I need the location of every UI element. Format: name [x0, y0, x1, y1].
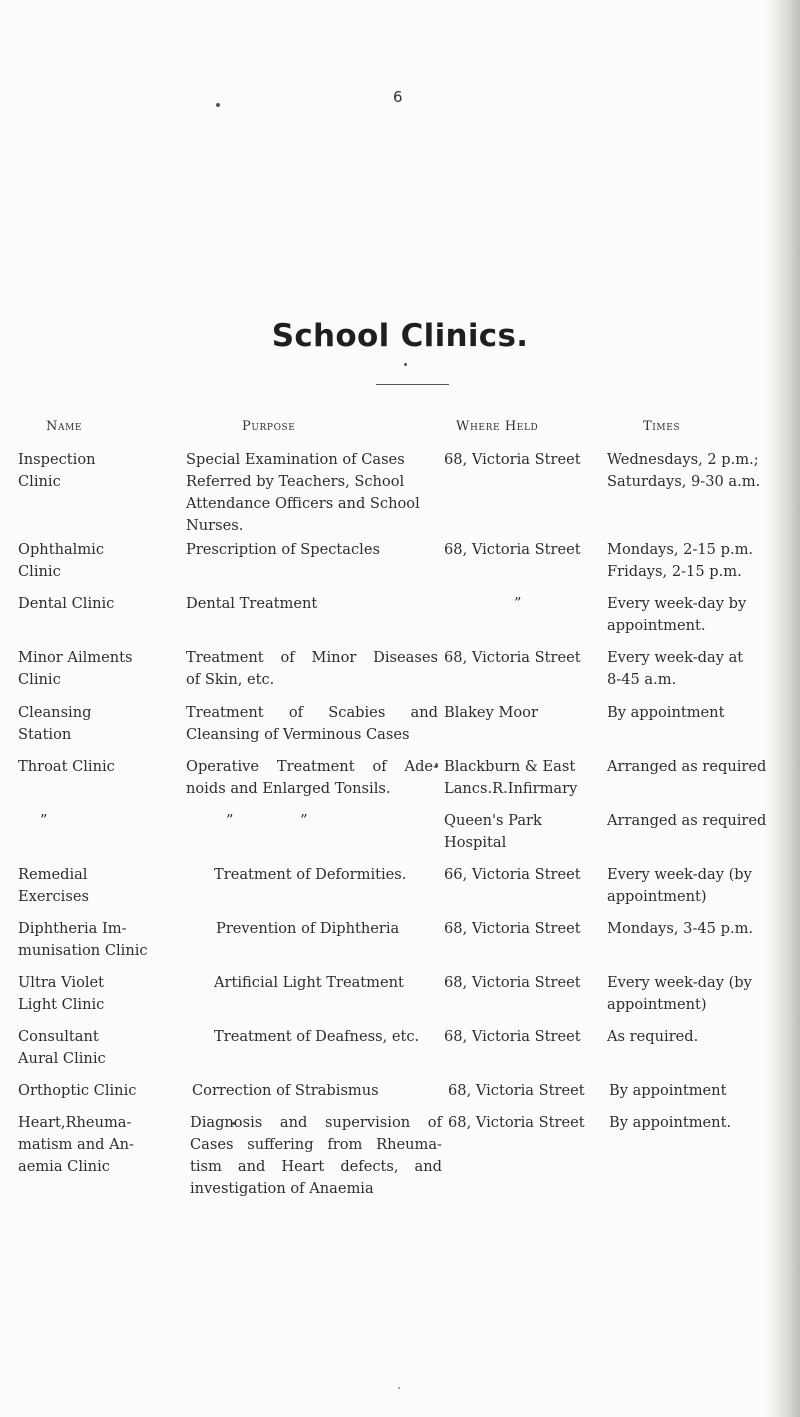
times-line: appointment): [607, 888, 707, 905]
row-diphtheria-times: [607, 918, 785, 940]
purpose-line: Treatment of Deafness, etc.: [214, 1028, 420, 1045]
purpose-line: Dental Treatment: [186, 595, 318, 612]
purpose-line: Treatment of Minor Diseases: [186, 649, 438, 666]
speck: [216, 103, 220, 107]
row-dental-name: [18, 593, 183, 615]
row-diphtheria-name: [18, 918, 208, 962]
row-diphtheria-where: [444, 918, 604, 940]
row-remedial-where: [444, 864, 604, 886]
where-line: 68, Victoria Street: [448, 1082, 585, 1099]
where-line: 68, Victoria Street: [444, 451, 581, 468]
times-line: Wednesdays, 2 p.m.;: [607, 451, 759, 468]
purpose-line: of Skin, etc.: [186, 671, 275, 688]
row-minor-ailments-times: [607, 647, 785, 691]
title-rule: [376, 384, 449, 385]
name-line: matism and An-: [18, 1136, 134, 1153]
name-line: Exercises: [18, 888, 89, 905]
header-purpose-text: Purpose: [242, 419, 296, 434]
ditto-mark: ”: [40, 812, 50, 829]
row-aural-purpose: [214, 1026, 466, 1048]
row-ophthalmic-where: [444, 539, 604, 561]
row-heart-times: [609, 1112, 787, 1134]
row-ultra-violet-where: [444, 972, 604, 994]
purpose-line: Nurses.: [186, 517, 244, 534]
name-line: Clinic: [18, 473, 61, 490]
row-throat-name: [18, 756, 183, 778]
name-line: Aural Clinic: [18, 1050, 106, 1067]
row-orthoptic-where: [448, 1080, 608, 1102]
where-line: Blackburn & East: [444, 758, 576, 775]
row-queens-park-where: [444, 810, 604, 854]
purpose-line: Correction of Strabismus: [192, 1082, 379, 1099]
row-minor-ailments-where: [444, 647, 604, 669]
row-cleansing-name: [18, 702, 183, 746]
row-inspection-times: [607, 449, 785, 493]
purpose-line: Special Examination of Cases: [186, 451, 405, 468]
row-ophthalmic-name: [18, 539, 183, 583]
row-minor-ailments-purpose: [186, 647, 438, 691]
header-where-text: Where Held: [456, 419, 539, 434]
ditto-mark: ”: [514, 595, 524, 612]
row-diphtheria-purpose: [216, 918, 468, 940]
purpose-line: Referred by Teachers, School: [186, 473, 405, 490]
where-line: 68, Victoria Street: [444, 649, 581, 666]
name-line: aemia Clinic: [18, 1158, 110, 1175]
where-line: 68, Victoria Street: [444, 1028, 581, 1045]
name-line: Minor Ailments: [18, 649, 133, 666]
where-line: 66, Victoria Street: [444, 866, 581, 883]
name-line: Dental Clinic: [18, 595, 115, 612]
times-line: Every week-day by: [607, 595, 747, 612]
times-line: Every week-day (by: [607, 974, 752, 991]
row-queens-park-times: [607, 810, 785, 832]
row-orthoptic-name: [18, 1080, 218, 1102]
times-line: Arranged as required: [607, 812, 767, 829]
page-title: School Clinics.: [271, 318, 529, 354]
purpose-line: Attendance Officers and School: [186, 495, 420, 512]
row-cleansing-where: [444, 702, 604, 724]
purpose-line: noids and Enlarged Tonsils.: [186, 780, 391, 797]
purpose-line: Cases suffering from Rheuma-: [190, 1136, 442, 1153]
row-aural-where: [444, 1026, 604, 1048]
header-name-text: Name: [46, 419, 83, 434]
header-where: [456, 419, 538, 434]
row-throat-where: [444, 756, 604, 800]
where-line: Queen's Park: [444, 812, 542, 829]
row-ultra-violet-name: [18, 972, 183, 1016]
row-dental-times: [607, 593, 785, 637]
times-line: appointment.: [607, 617, 706, 634]
row-ultra-violet-times: [607, 972, 785, 1016]
row-throat-purpose: [186, 756, 438, 800]
where-line: 68, Victoria Street: [448, 1114, 585, 1131]
row-ophthalmic-times: [607, 539, 785, 583]
row-orthoptic-times: [609, 1080, 787, 1102]
times-line: Saturdays, 9-30 a.m.: [607, 473, 761, 490]
where-line: Lancs.R.Infirmary: [444, 780, 578, 797]
purpose-line: Prevention of Diphtheria: [216, 920, 400, 937]
times-line: Mondays, 2-15 p.m.: [607, 541, 754, 558]
purpose-line: Prescription of Spectacles: [186, 541, 380, 558]
times-line: 8-45 a.m.: [607, 671, 677, 688]
row-ditto-name: [18, 810, 183, 832]
times-line: Arranged as required: [607, 758, 767, 775]
name-line: Inspection: [18, 451, 96, 468]
name-line: Ophthalmic: [18, 541, 105, 558]
speck: [398, 1387, 400, 1389]
name-line: Ultra Violet: [18, 974, 105, 991]
purpose-line: Treatment of Deformities.: [214, 866, 407, 883]
row-dental-where: [444, 593, 604, 615]
name-line: Diphtheria Im-: [18, 920, 127, 937]
purpose-line: Operative Treatment of Ade-: [186, 758, 438, 775]
purpose-line: investigation of Anaemia: [190, 1180, 374, 1197]
row-ditto-purpose: [186, 810, 438, 832]
row-minor-ailments-name: [18, 647, 183, 691]
purpose-line: Diagnosis and supervision of: [190, 1114, 442, 1131]
row-ophthalmic-purpose: [186, 539, 438, 561]
row-remedial-purpose: [214, 864, 466, 886]
where-line: Blakey Moor: [444, 704, 538, 721]
times-line: Every week-day at: [607, 649, 744, 666]
row-aural-times: [607, 1026, 785, 1048]
speck: [404, 363, 407, 366]
row-inspection-purpose: [186, 449, 438, 537]
row-throat-times: [607, 756, 785, 778]
times-line: Fridays, 2-15 p.m.: [607, 563, 742, 580]
name-line: Light Clinic: [18, 996, 105, 1013]
header-times-text: Times: [643, 419, 681, 434]
header-purpose: [242, 419, 295, 434]
times-line: By appointment: [607, 704, 725, 721]
ditto-mark: ”: [226, 812, 236, 829]
name-line: Remedial: [18, 866, 88, 883]
row-remedial-times: [607, 864, 785, 908]
row-heart-where: [448, 1112, 608, 1134]
page-number: 6: [393, 88, 403, 106]
purpose-line: Artificial Light Treatment: [214, 974, 404, 991]
name-line: Consultant: [18, 1028, 99, 1045]
name-line: Station: [18, 726, 72, 743]
times-line: By appointment: [609, 1082, 727, 1099]
header-name: [46, 419, 82, 434]
name-line: Throat Clinic: [18, 758, 115, 775]
name-line: Clinic: [18, 563, 61, 580]
where-line: Hospital: [444, 834, 507, 851]
where-line: 68, Victoria Street: [444, 920, 581, 937]
name-line: Clinic: [18, 671, 61, 688]
where-line: 68, Victoria Street: [444, 974, 581, 991]
row-remedial-name: [18, 864, 183, 908]
name-line: munisation Clinic: [18, 942, 148, 959]
row-ultra-violet-purpose: [214, 972, 466, 994]
name-line: Orthoptic Clinic: [18, 1082, 137, 1099]
times-line: appointment): [607, 996, 707, 1013]
row-cleansing-purpose: [186, 702, 438, 746]
row-dental-purpose: [186, 593, 438, 615]
purpose-line: Cleansing of Verminous Cases: [186, 726, 410, 743]
ditto-mark: ”: [300, 812, 310, 829]
row-aural-name: [18, 1026, 183, 1070]
row-heart-purpose: [190, 1112, 442, 1200]
row-heart-name: [18, 1112, 183, 1178]
row-inspection-name: [18, 449, 183, 493]
row-inspection-where: [444, 449, 604, 471]
row-orthoptic-purpose: [192, 1080, 444, 1102]
where-line: 68, Victoria Street: [444, 541, 581, 558]
times-line: Every week-day (by: [607, 866, 752, 883]
header-times: [643, 419, 680, 434]
purpose-line: Treatment of Scabies and: [186, 704, 438, 721]
times-line: Mondays, 3-45 p.m.: [607, 920, 754, 937]
times-line: By appointment.: [609, 1114, 732, 1131]
name-line: Cleansing: [18, 704, 92, 721]
name-line: Heart,Rheuma-: [18, 1114, 132, 1131]
row-cleansing-times: [607, 702, 785, 724]
times-line: As required.: [607, 1028, 699, 1045]
purpose-line: tism and Heart defects, and: [190, 1158, 442, 1175]
